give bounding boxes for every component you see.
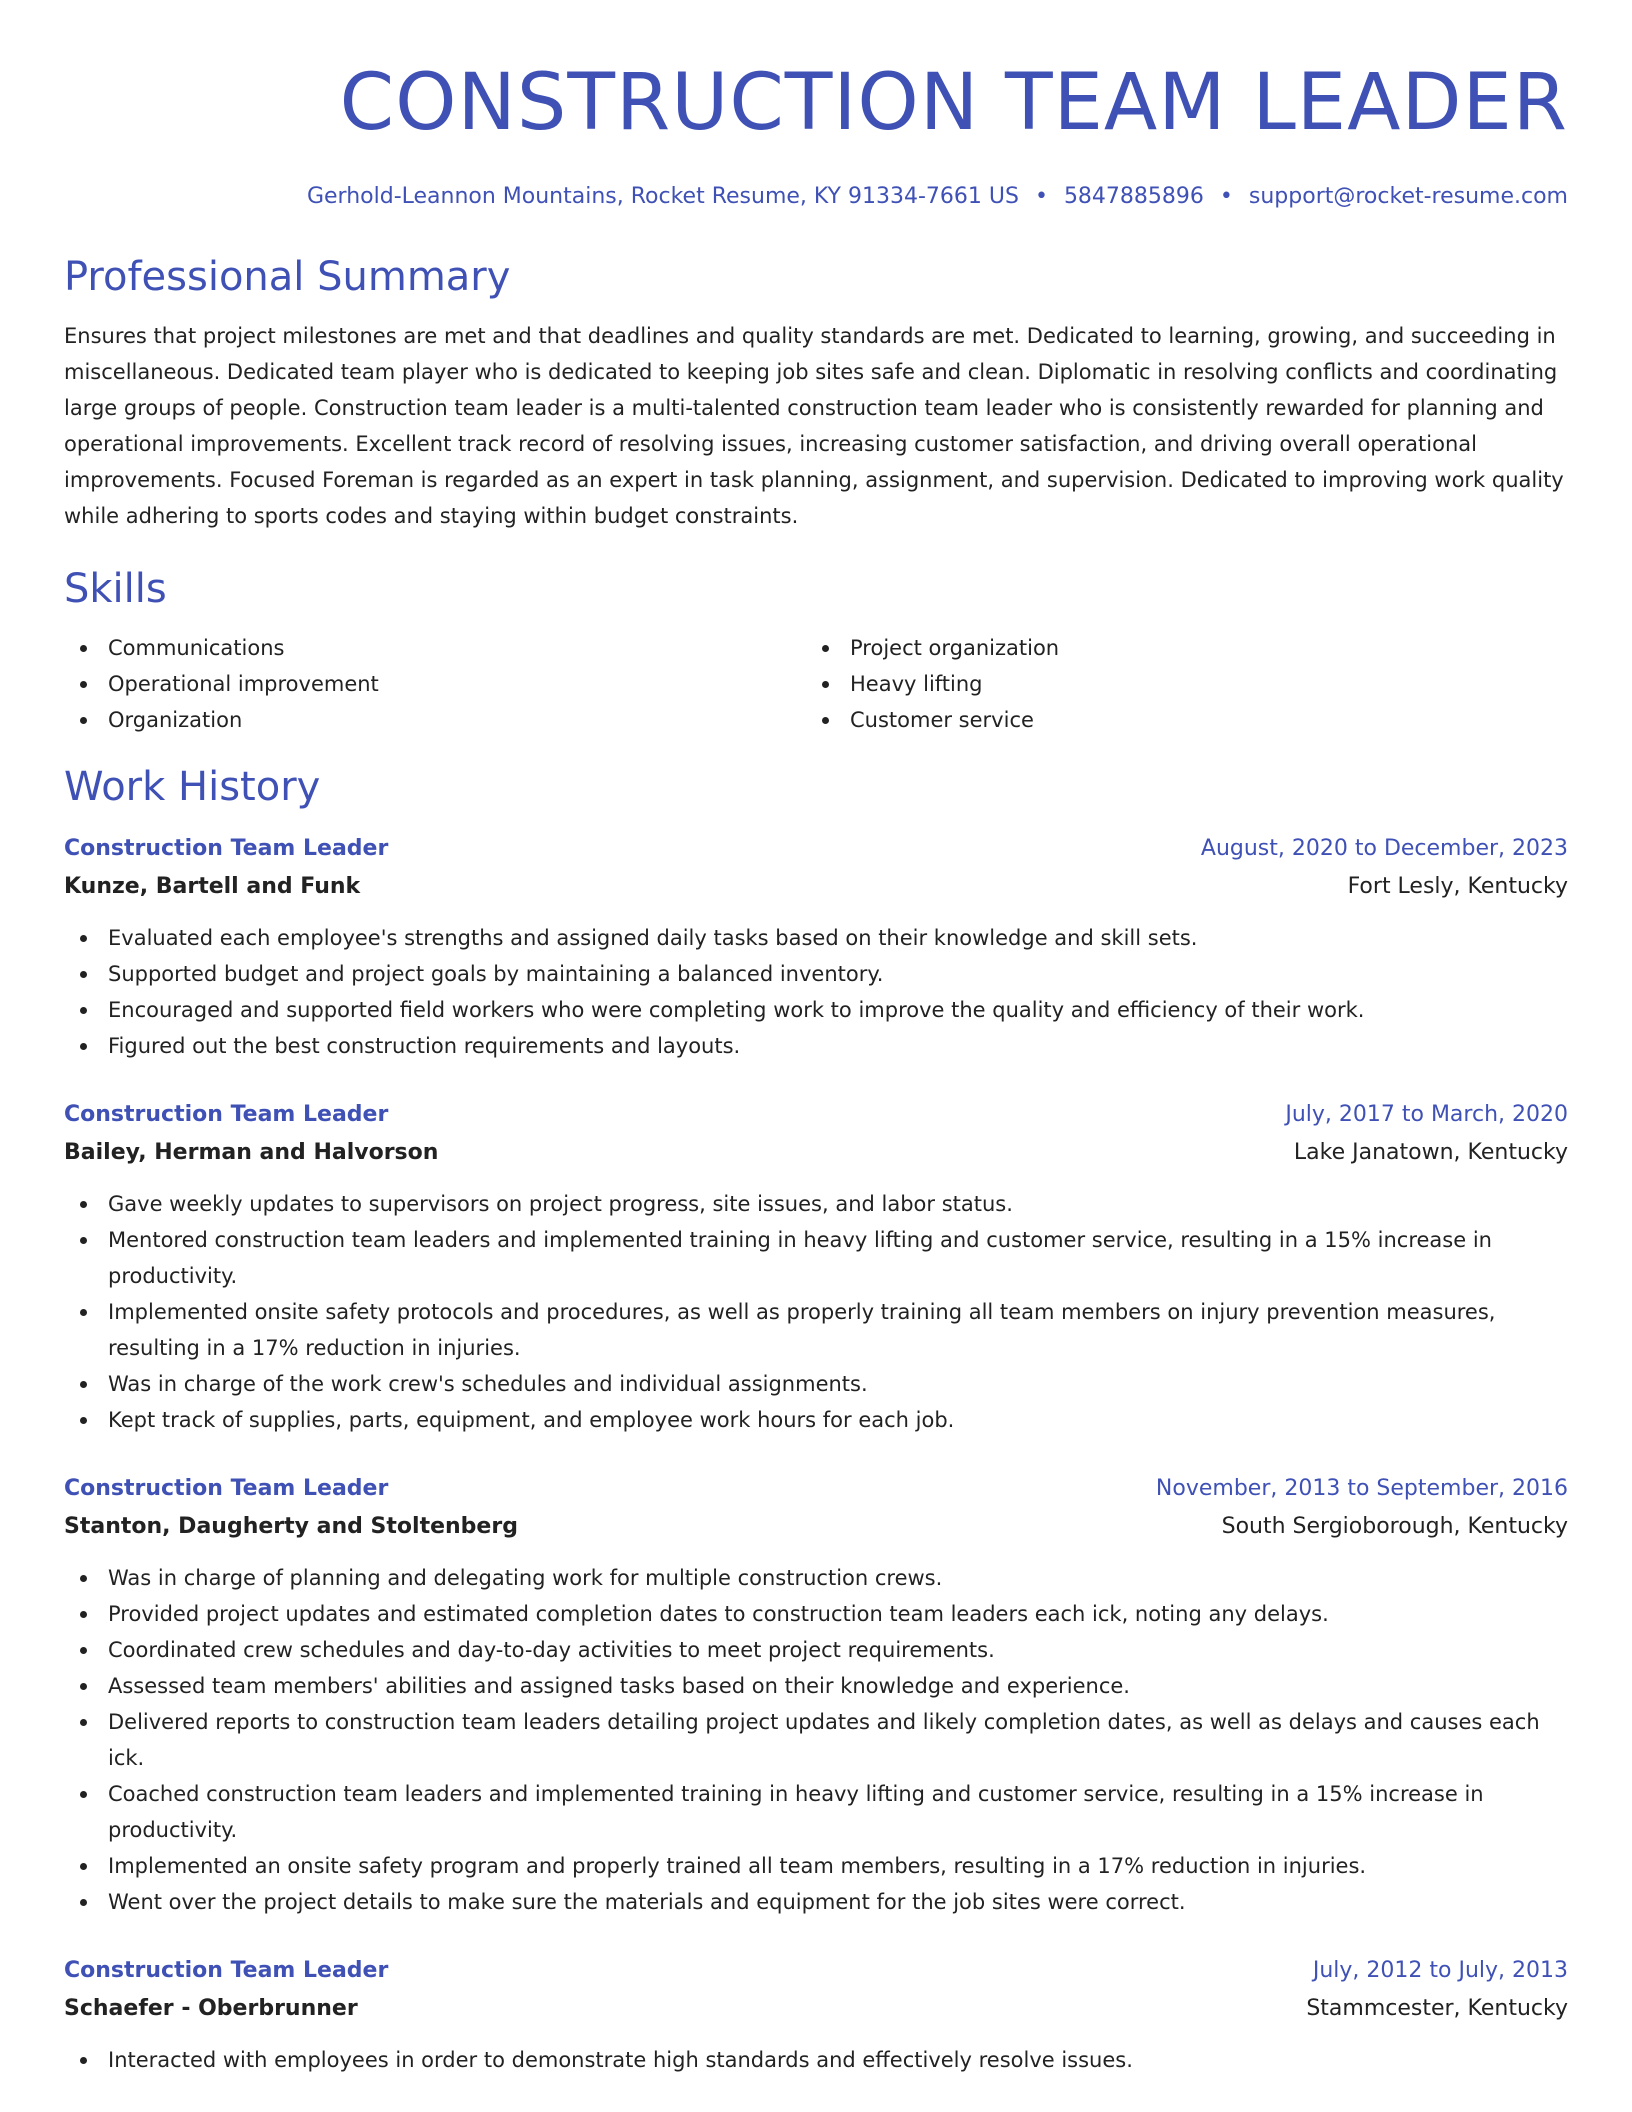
- job-bullet: Encouraged and supported field workers who were completing work to improve the quality and efficiency of their work.: [64, 992, 1568, 1028]
- job-bullet: Coached construction team leaders and implemented training in heavy lifting and customer service, resulting in a 15% increase in productivity.: [64, 1776, 1568, 1848]
- address: Gerhold-Leannon Mountains, Rocket Resume, KY 91334-7661 US: [306, 184, 1019, 209]
- job-bullet: Assessed team members' abilities and assigned tasks based on their knowledge and experience.: [64, 1668, 1568, 1704]
- work-history-heading: Work History: [64, 764, 321, 810]
- job-bullet: Implemented an onsite safety program and properly trained all team members, resulting in a 17% reduction in injuries.: [64, 1848, 1568, 1884]
- skill-item: Communications: [64, 630, 806, 666]
- contact-info: [64, 182, 1568, 212]
- job-bullets: [64, 2042, 1568, 2078]
- job-bullet: Delivered reports to construction team leaders detailing project updates and likely completion dates, as well as delays and causes each ick.: [64, 1704, 1568, 1776]
- phone-number: 5847885896: [1063, 184, 1204, 209]
- job-bullet: Mentored construction team leaders and implemented training in heavy lifting and customer service, resulting in a 15% increase in productivity.: [64, 1222, 1568, 1294]
- separator-dot: •: [1219, 184, 1233, 209]
- skill-item: Operational improvement: [64, 666, 806, 702]
- email-address: support@rocket-resume.com: [1248, 184, 1568, 209]
- job-title: Construction Team Leader: [64, 1476, 389, 1501]
- skills-column-right: [806, 630, 1548, 738]
- job-bullets: [64, 920, 1568, 1064]
- skills-list: [64, 630, 1568, 738]
- job-entry: [64, 1096, 1568, 1438]
- job-bullet: Was in charge of planning and delegating work for multiple construction crews.: [64, 1560, 1568, 1596]
- job-location: South Sergioborough, Kentucky: [1221, 1514, 1568, 1539]
- job-company: Schaefer - Oberbrunner: [64, 1996, 358, 2021]
- job-bullet: Was in charge of the work crew's schedules and individual assignments.: [64, 1366, 1568, 1402]
- job-location: Stammcester, Kentucky: [1306, 1996, 1568, 2021]
- job-bullet: Interacted with employees in order to demonstrate high standards and effectively resolve issues.: [64, 2042, 1568, 2078]
- job-dates: July, 2012 to July, 2013: [1312, 1958, 1568, 1983]
- job-bullets: [64, 1186, 1568, 1438]
- skill-item: Customer service: [806, 702, 1548, 738]
- skill-item: Project organization: [806, 630, 1548, 666]
- job-bullet: Kept track of supplies, parts, equipment, and employee work hours for each job.: [64, 1402, 1568, 1438]
- job-bullet: Implemented onsite safety protocols and procedures, as well as properly training all team members on injury prevention measures, resulting in a 17% reduction in injuries.: [64, 1294, 1568, 1366]
- job-company: Stanton, Daugherty and Stoltenberg: [64, 1514, 518, 1539]
- job-bullet: Provided project updates and estimated completion dates to construction team leaders each ick, noting any delays.: [64, 1596, 1568, 1632]
- job-dates: July, 2017 to March, 2020: [1285, 1102, 1568, 1127]
- resume-page: [64, 0, 1568, 2078]
- job-entry: [64, 830, 1568, 1064]
- job-bullet: Gave weekly updates to supervisors on project progress, site issues, and labor status.: [64, 1186, 1568, 1222]
- job-location: Fort Lesly, Kentucky: [1347, 874, 1568, 899]
- summary-heading: Professional Summary: [64, 254, 511, 300]
- skill-item: Organization: [64, 702, 806, 738]
- job-title: Construction Team Leader: [64, 1958, 389, 1983]
- skills-heading: Skills: [64, 566, 167, 612]
- job-title: Construction Team Leader: [64, 1102, 389, 1127]
- job-bullet: Evaluated each employee's strengths and assigned daily tasks based on their knowledge and skill sets.: [64, 920, 1568, 956]
- job-dates: August, 2020 to December, 2023: [1200, 836, 1568, 861]
- resume-title: CONSTRUCTION TEAM LEADER: [339, 58, 1568, 148]
- job-bullet: Coordinated crew schedules and day-to-day activities to meet project requirements.: [64, 1632, 1568, 1668]
- job-company: Bailey, Herman and Halvorson: [64, 1140, 439, 1165]
- summary-text: Ensures that project milestones are met and that deadlines and quality standards are met. Dedicated to learning, growing, and succeeding in miscellaneous. Dedicated team player who is dedicated to keeping job sites safe and clean. Diplomatic in resolving conflicts and coordinating large groups of people. Construction team leader is a multi-talented construction team leader who is consistently rewarded for planning and operational improvements. Excellent track record of resolving issues, increasing customer satisfaction, and driving overall operational improvements. Focused Foreman is regarded as an expert in task planning, assignment, and supervision. Dedicated to improving work quality while adhering to sports codes and staying within budget constraints.: [64, 324, 1564, 528]
- job-bullet: Supported budget and project goals by maintaining a balanced inventory.: [64, 956, 1568, 992]
- skill-item: Heavy lifting: [806, 666, 1548, 702]
- separator-dot: •: [1034, 184, 1048, 209]
- job-entry: [64, 1470, 1568, 1920]
- job-location: Lake Janatown, Kentucky: [1293, 1140, 1568, 1165]
- job-dates: November, 2013 to September, 2016: [1155, 1476, 1568, 1501]
- job-bullets: [64, 1560, 1568, 1920]
- job-title: Construction Team Leader: [64, 836, 389, 861]
- skills-column-left: [64, 630, 806, 738]
- job-entry: [64, 1952, 1568, 2078]
- job-bullet: Figured out the best construction requirements and layouts.: [64, 1028, 1568, 1064]
- job-bullet: Went over the project details to make sure the materials and equipment for the job sites were correct.: [64, 1884, 1568, 1920]
- job-company: Kunze, Bartell and Funk: [64, 874, 361, 899]
